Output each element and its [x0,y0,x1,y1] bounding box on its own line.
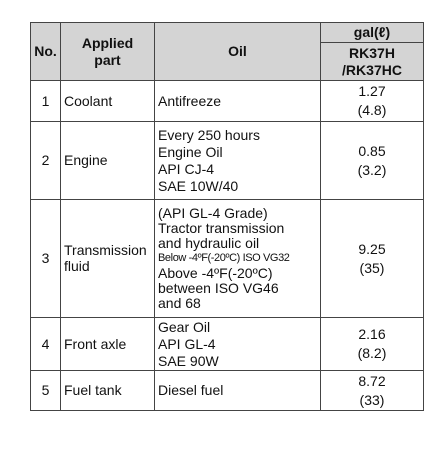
oil-spec [155,371,321,411]
oil-spec [155,81,321,122]
oil-line: Below -4ºF(-20ºC) ISO VG32 [158,252,290,264]
header-model [321,43,424,81]
oil-line: Above -4ºF(-20ºC) [158,265,273,281]
capacity-cell [321,122,424,200]
row-number: 5 [31,371,61,411]
capacity-cell [321,318,424,371]
applied-part: Engine [61,122,155,200]
table-row [31,81,424,122]
oil-line: Engine Oil [158,143,223,160]
header-applied-part [61,23,155,81]
capacity-liters: (3.2) [357,161,387,178]
capacity-cell [321,81,424,122]
oil-line: SAE 10W/40 [158,177,239,194]
capacity-liters: (33) [359,391,385,408]
header-unit: gal(ℓ) [321,23,424,43]
capacity-liters: (4.8) [357,102,387,118]
capacity-cell [321,371,424,411]
table-row [31,122,424,200]
header-applied-part-text: Applied part [81,34,134,68]
header-row-top [31,23,424,43]
oil-line: API GL-4 [158,335,216,352]
capacity-cell [321,200,424,318]
capacity-liters: (8.2) [357,345,387,361]
table-row [31,371,424,411]
header-model-text: RK37H /RK37HC [342,44,402,78]
oil-spec [155,122,321,200]
row-number: 4 [31,318,61,371]
table-row [31,318,424,371]
row-number: 2 [31,122,61,200]
oil-spec [155,318,321,371]
oil-line: and hydraulic oil [158,235,260,251]
capacity-liters: (35) [359,259,385,276]
oil-line: Tractor transmission [158,220,285,236]
header-no: No. [31,23,61,81]
oil-spec [155,200,321,318]
lubricant-capacity-table [30,22,424,411]
applied-part: Coolant [61,81,155,122]
capacity-gal: 1.27 [358,83,386,99]
oil-line: API CJ-4 [158,160,215,177]
oil-line: SAE 90W [158,352,219,369]
oil-line: (API GL-4 Grade) [158,205,268,221]
applied-part: Fuel tank [61,371,155,411]
header-oil: Oil [155,23,321,81]
oil-line: between ISO VG46 [158,280,279,296]
applied-part [61,200,155,318]
oil-line: Diesel fuel [158,382,224,398]
oil-line: Antifreeze [158,92,222,109]
row-number: 1 [31,81,61,122]
applied-part: Front axle [61,318,155,371]
table-row [31,200,424,318]
oil-line: Every 250 hours [158,126,260,143]
applied-part-text: Transmission fluid [64,242,147,274]
oil-line: Gear Oil [158,318,211,335]
capacity-gal: 0.85 [358,142,386,159]
oil-line: and 68 [158,295,201,311]
capacity-gal: 8.72 [358,372,386,389]
capacity-gal: 2.16 [358,326,386,342]
capacity-gal: 9.25 [358,240,386,257]
row-number: 3 [31,200,61,318]
